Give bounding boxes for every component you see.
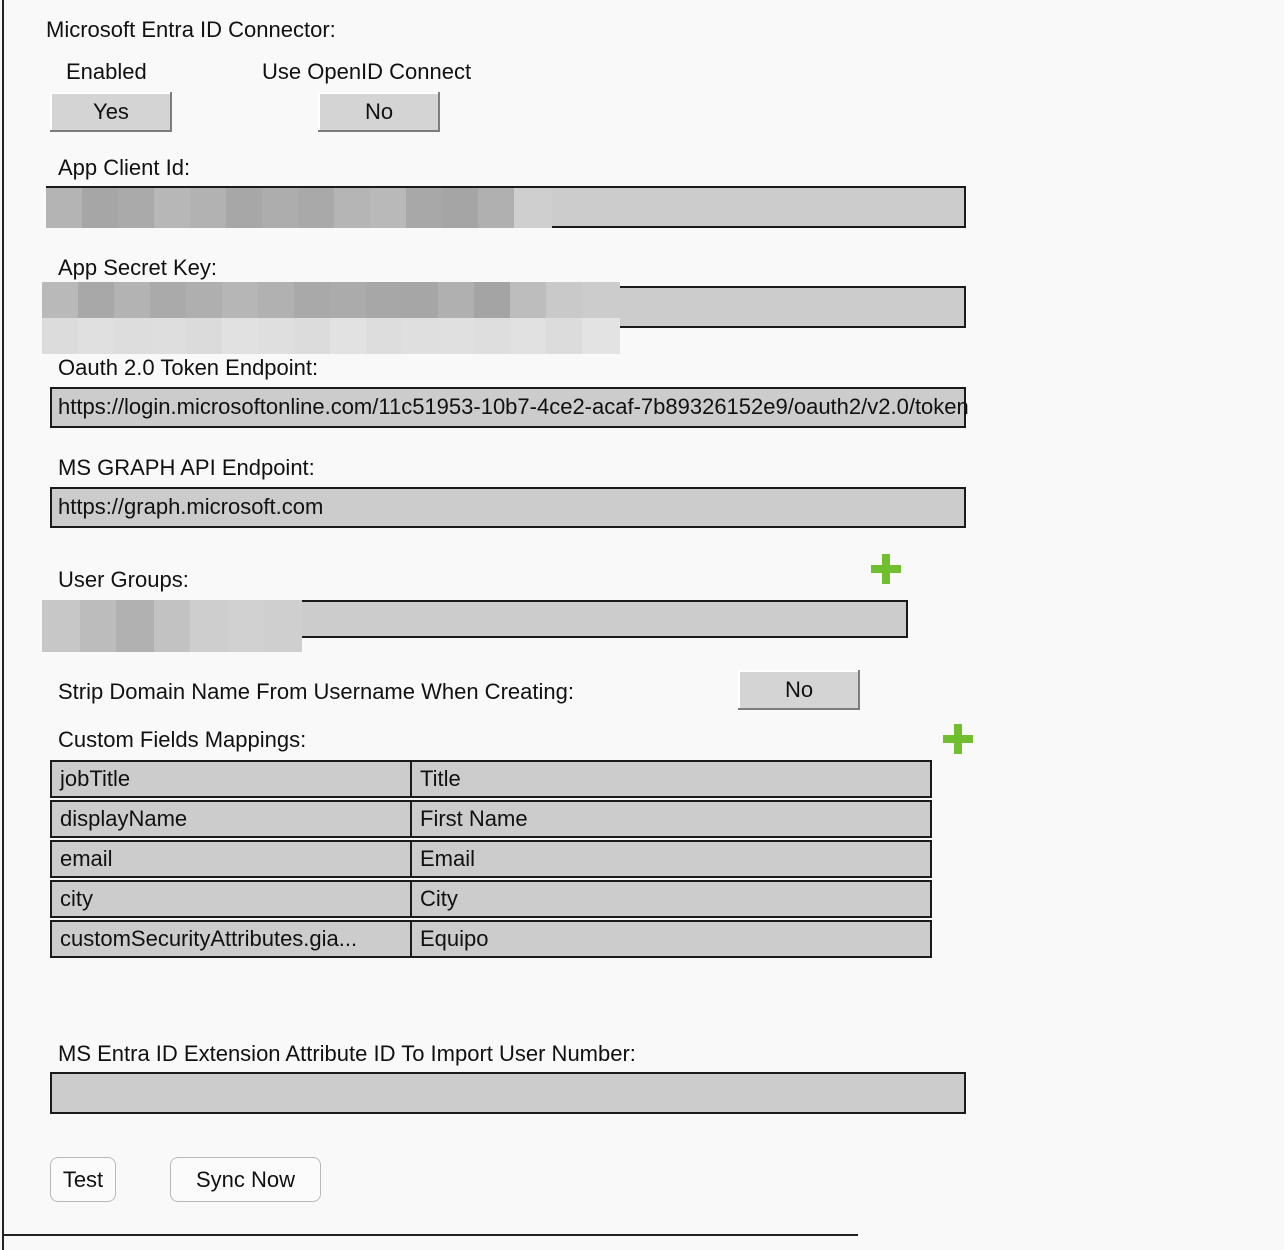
user-groups-redaction [42, 600, 302, 652]
openid-toggle-button[interactable]: No [318, 92, 440, 132]
test-button[interactable]: Test [50, 1157, 116, 1202]
extension-attr-input[interactable] [50, 1072, 966, 1114]
secret-key-redaction [42, 282, 620, 354]
openid-label: Use OpenID Connect [262, 59, 472, 84]
client-id-redaction [46, 188, 552, 228]
extension-attr-label: MS Entra ID Extension Attribute ID To Import User Number: [58, 1041, 636, 1066]
frame-bottom-border [2, 1234, 858, 1236]
table-row [50, 760, 932, 798]
user-groups-label: User Groups: [58, 567, 189, 592]
mapping-source-cell[interactable]: displayName [50, 800, 412, 838]
mapping-source-cell[interactable]: email [50, 840, 412, 878]
mapping-source-cell[interactable]: city [50, 880, 412, 918]
secret-key-label: App Secret Key: [58, 255, 217, 280]
mapping-target-cell[interactable]: Title [412, 760, 932, 798]
token-endpoint-label: Oauth 2.0 Token Endpoint: [58, 355, 319, 380]
custom-mappings-label: Custom Fields Mappings: [58, 727, 307, 752]
graph-endpoint-input[interactable]: https://graph.microsoft.com [50, 487, 966, 528]
add-user-group-plus-icon[interactable] [871, 554, 901, 584]
table-row [50, 920, 932, 958]
mapping-source-cell[interactable]: jobTitle [50, 760, 412, 798]
client-id-label: App Client Id: [58, 155, 191, 180]
table-row [50, 800, 932, 838]
table-row [50, 840, 932, 878]
enabled-label: Enabled [66, 59, 147, 84]
mapping-target-cell[interactable]: Equipo [412, 920, 932, 958]
add-mapping-plus-icon[interactable] [943, 724, 973, 754]
mapping-source-cell[interactable]: customSecurityAttributes.gia... [50, 920, 412, 958]
graph-endpoint-label: MS GRAPH API Endpoint: [58, 455, 315, 480]
frame-left-border [2, 0, 4, 1250]
connector-title: Microsoft Entra ID Connector: [46, 17, 336, 42]
enabled-toggle-button[interactable]: Yes [50, 92, 172, 132]
token-endpoint-input[interactable]: https://login.microsoftonline.com/11c51953-10b7-4ce2-acaf-7b89326152e9/oauth2/v2.0/token [50, 387, 966, 428]
table-row [50, 880, 932, 918]
mapping-target-cell[interactable]: First Name [412, 800, 932, 838]
strip-domain-label: Strip Domain Name From Username When Creating: [58, 679, 574, 704]
sync-now-button[interactable]: Sync Now [170, 1157, 321, 1202]
mappings-table [50, 760, 932, 958]
mapping-target-cell[interactable]: City [412, 880, 932, 918]
strip-domain-toggle-button[interactable]: No [738, 670, 860, 710]
mapping-target-cell[interactable]: Email [412, 840, 932, 878]
